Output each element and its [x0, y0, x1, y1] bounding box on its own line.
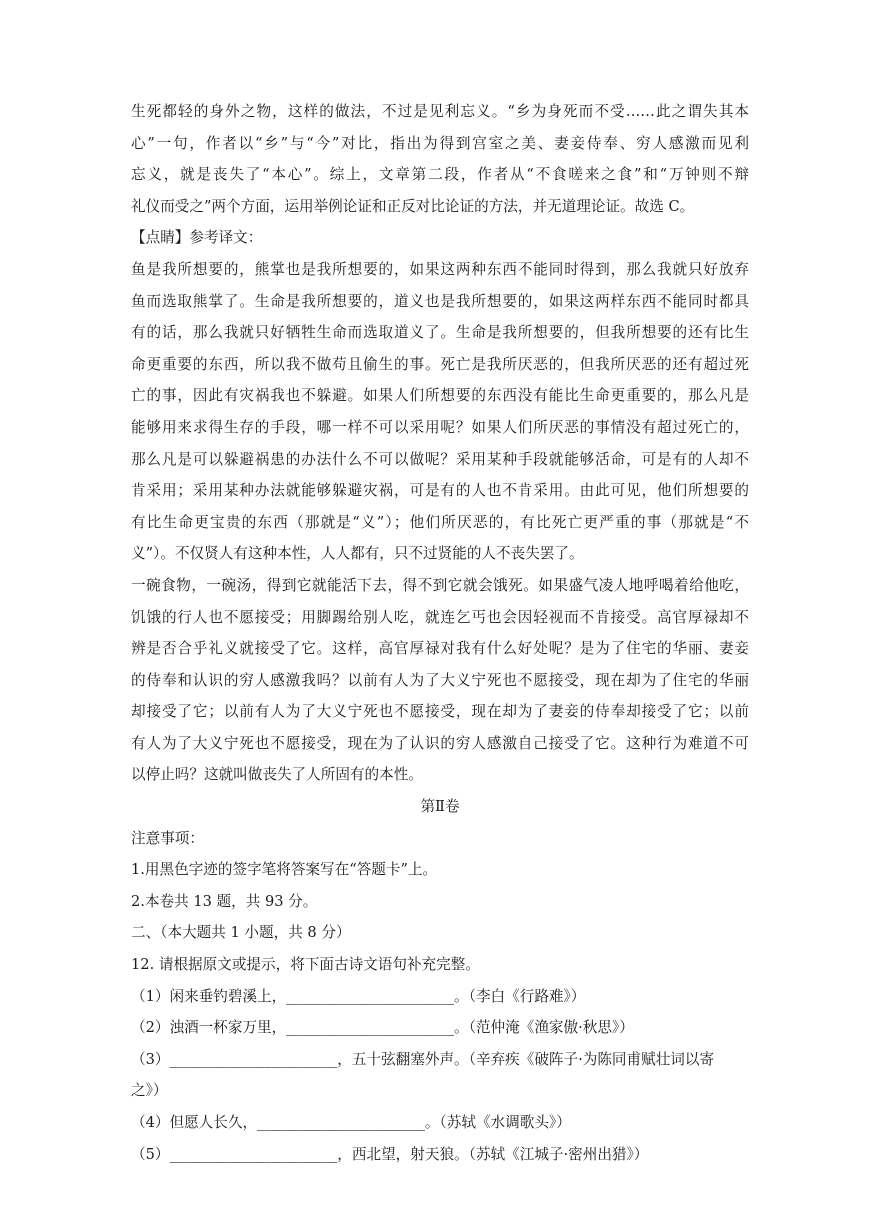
- translation-line: 却接受了它；以前有人为了大义宁死也不愿接受，现在却为了妻妾的侍奉却接受了它；以前: [131, 703, 749, 721]
- translation-line: 能够用来求得生存的手段，哪一样不可以采用呢？如果人们所厌恶的事情没有超过死亡的，: [131, 418, 749, 436]
- translation-line: 以停止吗？这就叫做丧失了人所固有的本性。: [131, 766, 423, 784]
- analysis-line: 忘义，就是丧失了“本心”。综上，文章第二段，作者从“不食嗟来之食”和“万钟则不辩: [131, 166, 749, 184]
- translation-line: 有的话，那么我就只好牺牲生命而选取道义了。生命是我所想要的，但我所想要的还有比生: [131, 324, 749, 342]
- analysis-line: 生死都轻的身外之物，这样的做法，不过是见利忘义。“乡为身死而不受……此之谓失其本: [131, 103, 749, 120]
- question-item: （3）_______________________，五十弦翻塞外声。（辛弃疾《破阵子·为陈同甫赋壮词以寄: [131, 1050, 715, 1068]
- translation-paragraph-1: [131, 254, 749, 570]
- translation-line: 有人为了大义宁死也不愿接受，现在为了认识的穷人感激自己接受了它。这种行为难道不可: [131, 734, 749, 752]
- notice-item: 2.本卷共 13 题，共 93 分。: [131, 892, 318, 910]
- question-item-continuation: 之》）: [131, 1082, 168, 1100]
- notice-heading: 注意事项：: [131, 829, 204, 847]
- volume-title: 第Ⅱ卷: [420, 798, 460, 816]
- translation-line: 辨是否合乎礼义就接受了它。这样，高官厚禄对我有什么好处呢？是为了住宅的华丽、妻妾: [131, 640, 749, 658]
- question-item: （2）浊酒一杯家万里，_______________________。（范仲淹《渔家傲·秋思》）: [131, 1019, 634, 1037]
- question-items: [131, 981, 749, 1171]
- question-stem: 12. 请根据原文或提示，将下面古诗文语句补充完整。: [131, 956, 480, 974]
- translation-line: 义”）。不仅贤人有这种本性，人人都有，只不过贤能的人不丧失罢了。: [131, 545, 584, 563]
- analysis-line: 礼仪而受之”两个方面，运用举例论证和正反对比论证的方法，并无道理论证。故选 C。: [131, 197, 695, 215]
- translation-line: 一碗食物，一碗汤，得到它就能活下去，得不到它就会饿死。如果盛气凌人地呼喝着给他吃，: [131, 576, 749, 594]
- translation-paragraph-2: [131, 570, 749, 791]
- translation-line: 那么凡是可以躲避祸患的办法什么不可以做呢？采用某种手段就能够活命，可是有的人却不: [131, 450, 749, 468]
- tip-heading: 【点睛】参考译文：: [131, 229, 263, 247]
- translation-line: 有比生命更宝贵的东西（那就是“义”）；他们所厌恶的，有比死亡更严重的事（那就是“不: [131, 513, 749, 531]
- question-item: （1）闲来垂钓碧溪上，_______________________。（李白《行路难》）: [131, 987, 586, 1005]
- translation-line: 亡的事，因此有灾祸我也不躲避。如果人们所想要的东西没有能比生命更重要的，那么凡是: [131, 387, 749, 405]
- notice-item: 1.用黑色字迹的签字笔将答案写在“答题卡”上。: [131, 861, 438, 879]
- translation-line: 的侍奉和认识的穷人感激我吗？以前有人为了大义宁死也不愿接受，现在却为了住宅的华丽: [131, 671, 749, 689]
- translation-line: 饥饿的行人也不愿接受；用脚踢给别人吃，就连乞丐也会因轻视而不肯接受。高官厚禄却不: [131, 608, 749, 626]
- document-page: [131, 96, 749, 1170]
- answer-analysis: [131, 96, 749, 222]
- translation-line: 鱼是我所想要的，熊掌也是我所想要的，如果这两种东西不能同时得到，那么我就只好放弃: [131, 260, 749, 278]
- translation-line: 命更重要的东西，所以我不做苟且偷生的事。死亡是我所厌恶的，但我所厌恶的还有超过死: [131, 355, 749, 373]
- analysis-line: 心”一句，作者以“乡”与“今”对比，指出为得到宫室之美、妻妾侍奉、穷人感激而见利: [131, 134, 749, 152]
- question-item: （5）_______________________，西北望，射天狼。（苏轼《江城子·密州出猎》）: [131, 1145, 649, 1163]
- section-heading: 二、（本大题共 1 小题，共 8 分）: [131, 924, 351, 942]
- question-item: （4）但愿人长久，_______________________。（苏轼《水调歌头》）: [131, 1114, 571, 1131]
- translation-line: 肯采用；采用某种办法就能够躲避灾祸，可是有的人也不肯采用。由此可见，他们所想要的: [131, 482, 749, 500]
- translation-line: 鱼而选取熊掌了。生命是我所想要的，道义也是我所想要的，如果这两样东西不能同时都具: [131, 292, 749, 310]
